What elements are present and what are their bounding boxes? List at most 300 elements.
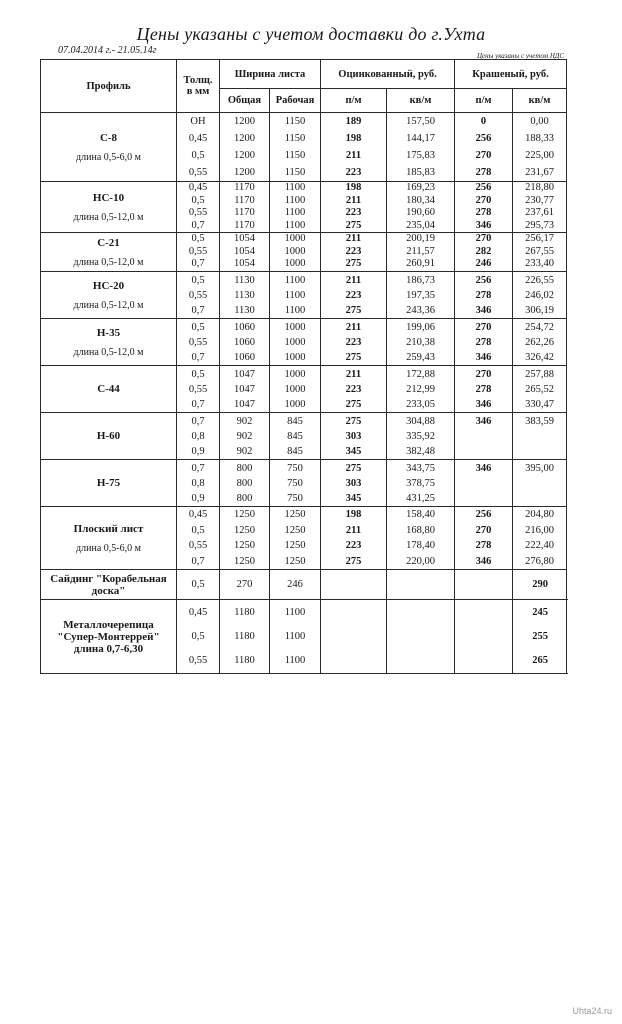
cell-value: 172,88 [406, 368, 435, 380]
cell-value: 1150 [284, 167, 306, 178]
profile-cell [41, 272, 177, 319]
cell-value: 0,7 [191, 351, 205, 363]
cell-value: 257,88 [525, 368, 554, 380]
cell-value: 1054 [234, 245, 255, 257]
painted-sqm-cell [513, 233, 567, 272]
cell-value: 1000 [284, 245, 306, 257]
galvanized-sqm-cell [387, 182, 455, 233]
cell-value: 1200 [234, 150, 255, 161]
cell-value: 1054 [234, 258, 255, 270]
cell-value: 0,7 [191, 415, 205, 427]
width-total-cell [220, 413, 270, 460]
profile-length: длина 0,5-6,0 м [76, 151, 141, 163]
profile-name: НС-20 [92, 279, 125, 292]
painted-sqm-cell [513, 319, 567, 366]
galvanized-sqm-cell [387, 272, 455, 319]
cell-value: 0,9 [191, 445, 205, 457]
header-galvanized: Оцинкованный, руб. [321, 60, 455, 89]
cell-value: 335,92 [406, 430, 435, 442]
cell-value: 0,5 [191, 321, 205, 333]
cell-value: 1100 [284, 630, 306, 642]
profile-length: длина 0,5-12,0 м [73, 211, 144, 223]
cell-value: 235,04 [406, 219, 435, 231]
cell-value: 270 [475, 524, 492, 536]
siding-width-working: 246 [270, 570, 321, 600]
profile-cell [41, 182, 177, 233]
cell-value: 1100 [284, 606, 306, 618]
vat-note: Цены указаны с учетом НДС [476, 52, 564, 60]
galvanized-sqm-cell [387, 366, 455, 413]
cell-value: 1100 [284, 194, 306, 206]
width-working-cell [270, 182, 321, 233]
siding-name: доска" [91, 584, 126, 597]
cell-value: 1000 [284, 351, 306, 363]
table-row [41, 460, 567, 507]
table-row-metal-tile [41, 600, 567, 674]
page-title: Цены указаны с учетом доставки до г.Ухта [136, 24, 486, 44]
cell-value: 395,00 [525, 462, 554, 474]
cell-value: 1000 [284, 321, 306, 333]
table-row [41, 413, 567, 460]
empty-cell [321, 600, 387, 674]
table-row [41, 272, 567, 319]
cell-value: 175,83 [406, 150, 435, 161]
metal-tile-name: длина 0,7-6,30 [73, 642, 144, 655]
cell-value: 0,55 [188, 245, 208, 257]
cell-value: 275 [345, 462, 362, 474]
price-table [40, 59, 567, 674]
profile-name: С-8 [99, 131, 118, 144]
table-row [41, 113, 567, 182]
cell-value: 1150 [284, 133, 306, 144]
cell-value: 198 [345, 182, 362, 193]
cell-value: 262,26 [525, 336, 554, 348]
siding-price: 290 [513, 570, 567, 600]
cell-value: 270 [475, 233, 492, 245]
cell-value: 278 [475, 207, 492, 218]
profile-name: Н-35 [96, 326, 121, 339]
width-total-cell [220, 460, 270, 507]
cell-value: 1000 [284, 233, 306, 245]
cell-value: 0,55 [188, 540, 208, 551]
cell-value: 246,02 [525, 289, 554, 301]
cell-value: 255 [532, 630, 549, 642]
cell-value: 0,45 [188, 509, 208, 520]
cell-value: 1100 [284, 654, 306, 666]
width-working-cell [270, 366, 321, 413]
cell-value: 260,91 [406, 258, 435, 270]
painted-pm-cell [455, 233, 513, 272]
cell-value: 211,57 [406, 245, 435, 257]
cell-value: 326,42 [525, 351, 554, 363]
galvanized-pm-cell [321, 366, 387, 413]
cell-value: 1047 [234, 368, 255, 380]
cell-value: 0,7 [191, 555, 205, 567]
thickness-cell [177, 600, 220, 674]
cell-value: 1180 [234, 606, 255, 618]
thickness-cell [177, 460, 220, 507]
siding-width-total: 270 [220, 570, 270, 600]
cell-value: 346 [475, 415, 492, 427]
cell-value: 204,80 [525, 509, 554, 520]
header-thickness [177, 60, 220, 113]
cell-value: 1100 [284, 304, 306, 316]
cell-value: 222,40 [525, 540, 554, 551]
cell-value: 223 [345, 540, 362, 551]
cell-value: 1000 [284, 383, 306, 395]
cell-value: 185,83 [406, 167, 435, 178]
cell-value: 1130 [234, 289, 255, 301]
cell-value: 180,34 [406, 194, 435, 206]
cell-value: 382,48 [406, 445, 435, 457]
cell-value: 1250 [234, 509, 255, 520]
profile-name: Н-60 [96, 430, 121, 442]
cell-value: 223 [345, 289, 362, 301]
cell-value [513, 491, 566, 506]
profile-name: С-44 [97, 383, 120, 395]
cell-value: 256 [475, 182, 492, 193]
galvanized-pm-cell [321, 413, 387, 460]
cell-value: 188,33 [525, 133, 554, 144]
painted-pm-cell [455, 460, 513, 507]
galvanized-pm-cell [321, 182, 387, 233]
cell-value: 800 [236, 462, 253, 474]
cell-value: 189 [345, 116, 362, 127]
cell-value: 1130 [234, 304, 255, 316]
cell-value: 0,45 [188, 182, 208, 193]
cell-value: 0,55 [188, 207, 208, 218]
table-row [41, 507, 567, 570]
thickness-cell [177, 507, 220, 570]
cell-value: 275 [345, 258, 362, 270]
profile-length: длина 0,5-12,0 м [73, 346, 144, 358]
cell-value: 346 [475, 462, 492, 474]
galvanized-sqm-cell [387, 413, 455, 460]
cell-value: 1250 [284, 540, 306, 551]
cell-value: 0,5 [191, 524, 205, 536]
thickness-cell [177, 182, 220, 233]
cell-value: 0,8 [191, 430, 205, 442]
profile-name: Н-75 [96, 477, 121, 489]
table-row [41, 182, 567, 233]
cell-value: 0,55 [188, 654, 208, 666]
cell-value: 278 [475, 383, 492, 395]
cell-value: 243,36 [406, 304, 435, 316]
metal-tile-price-cell [513, 600, 567, 674]
thickness-cell [177, 272, 220, 319]
table-row [41, 233, 567, 272]
cell-value: 168,80 [406, 524, 435, 536]
painted-pm-cell [455, 413, 513, 460]
cell-value: 270 [475, 368, 492, 380]
cell-value: 276,80 [525, 555, 554, 567]
painted-pm-cell [455, 182, 513, 233]
cell-value [455, 476, 512, 491]
cell-value: 259,43 [406, 351, 435, 363]
cell-value: 0,7 [191, 398, 205, 410]
width-working-cell [270, 507, 321, 570]
cell-value: 1170 [234, 207, 255, 218]
cell-value: 346 [475, 219, 492, 231]
cell-value: 223 [345, 336, 362, 348]
cell-value: 256 [475, 509, 492, 520]
cell-value: 169,23 [406, 182, 435, 193]
cell-value: 1047 [234, 383, 255, 395]
cell-value: 0,5 [191, 233, 205, 245]
cell-value: 1000 [284, 368, 306, 380]
cell-value: 1000 [284, 398, 306, 410]
thickness-cell [177, 366, 220, 413]
cell-value: 902 [236, 445, 253, 457]
thickness-cell [177, 233, 220, 272]
cell-value: 303 [345, 430, 362, 442]
cell-value: 0,8 [191, 477, 205, 489]
cell-value: 211 [345, 368, 362, 380]
cell-value: 0,9 [191, 492, 205, 504]
width-total-cell [220, 600, 270, 674]
painted-sqm-cell [513, 366, 567, 413]
cell-value: 1000 [284, 336, 306, 348]
table-row [41, 366, 567, 413]
cell-value: 0,45 [188, 606, 208, 618]
painted-sqm-cell [513, 460, 567, 507]
painted-pm-cell [455, 319, 513, 366]
profile-name: Плоский лист [73, 522, 144, 535]
galvanized-pm-cell [321, 460, 387, 507]
width-working-cell [270, 460, 321, 507]
cell-value: 186,73 [406, 274, 435, 286]
profile-name: НС-10 [92, 191, 125, 204]
cell-value: 1200 [234, 116, 255, 127]
cell-value: 211 [345, 274, 362, 286]
painted-sqm-cell [513, 413, 567, 460]
cell-value: 0,5 [191, 194, 205, 206]
cell-value: 303 [345, 477, 362, 489]
cell-value: 223 [345, 207, 362, 218]
width-total-cell [220, 366, 270, 413]
cell-value: 845 [287, 430, 303, 442]
metal-tile-name-cell [41, 600, 177, 674]
cell-value [513, 476, 566, 491]
cell-value: 200,19 [406, 233, 435, 245]
cell-value: 211 [345, 524, 362, 536]
cell-value: 750 [287, 492, 303, 504]
cell-value: 1180 [234, 654, 255, 666]
cell-value: 345 [345, 492, 362, 504]
cell-value: 1250 [234, 524, 255, 536]
galvanized-pm-cell [321, 507, 387, 570]
cell-value: 275 [345, 555, 362, 567]
cell-value [455, 429, 512, 444]
cell-value: 275 [345, 398, 362, 410]
cell-value: 1170 [234, 219, 255, 231]
empty-cell [387, 570, 455, 600]
width-working-cell [270, 600, 321, 674]
cell-value: 0,7 [191, 462, 205, 474]
header-profile: Профиль [41, 60, 177, 113]
cell-value: 0,55 [188, 336, 208, 348]
cell-value: 211 [345, 150, 362, 161]
header-painted: Крашеный, руб. [455, 60, 567, 89]
cell-value: 1100 [284, 207, 306, 218]
cell-value: 1054 [234, 233, 255, 245]
cell-value: 1150 [284, 116, 306, 127]
profile-length: длина 0,5-6,0 м [76, 542, 141, 554]
cell-value: 1250 [284, 524, 306, 536]
profile-length: длина 0,5-12,0 м [73, 299, 144, 311]
cell-value: 278 [475, 336, 492, 348]
cell-value: 1100 [284, 289, 306, 301]
cell-value: 1047 [234, 398, 255, 410]
galvanized-pm-cell [321, 113, 387, 182]
cell-value: 0,5 [191, 630, 205, 642]
cell-value: 278 [475, 540, 492, 551]
metal-tile-name: Металлочерепица [63, 618, 154, 631]
cell-value [455, 491, 512, 506]
cell-value: 383,59 [525, 415, 554, 427]
cell-value: 230,77 [525, 194, 554, 206]
width-working-cell [270, 413, 321, 460]
width-total-cell [220, 507, 270, 570]
cell-value: ОН [190, 116, 206, 127]
galvanized-pm-cell [321, 319, 387, 366]
cell-value: 226,55 [525, 274, 554, 286]
date-range: 07.04.2014 г.- 21.05.14г [58, 45, 157, 56]
width-total-cell [220, 319, 270, 366]
painted-sqm-cell [513, 507, 567, 570]
cell-value: 345 [345, 445, 362, 457]
cell-value: 158,40 [406, 509, 435, 520]
cell-value: 306,19 [525, 304, 554, 316]
painted-sqm-cell [513, 272, 567, 319]
cell-value: 275 [345, 304, 362, 316]
cell-value: 223 [345, 383, 362, 395]
cell-value: 233,05 [406, 398, 435, 410]
cell-value: 211 [345, 194, 362, 206]
cell-value: 267,55 [525, 245, 554, 257]
header-galvanized-sqm: кв/м [387, 89, 455, 113]
width-total-cell [220, 233, 270, 272]
cell-value: 223 [345, 167, 362, 178]
cell-value: 0,7 [191, 304, 205, 316]
header-painted-pm: п/м [455, 89, 513, 113]
price-table-body [41, 113, 567, 674]
cell-value: 1100 [284, 182, 306, 193]
header-width-total: Общая [220, 89, 270, 113]
cell-value: 216,00 [525, 524, 554, 536]
width-working-cell [270, 113, 321, 182]
cell-value: 256 [475, 274, 492, 286]
siding-name-cell [41, 570, 177, 600]
profile-name: С-21 [97, 236, 120, 249]
table-row-siding [41, 570, 567, 600]
cell-value: 1060 [234, 321, 255, 333]
cell-value: 157,50 [406, 116, 435, 127]
cell-value: 295,73 [525, 219, 554, 231]
cell-value: 0 [480, 116, 487, 127]
cell-value: 270 [475, 194, 492, 206]
cell-value: 0,7 [191, 258, 205, 270]
profile-cell [41, 460, 177, 507]
header-thickness-line2: в мм [186, 86, 210, 97]
cell-value: 1100 [284, 219, 306, 231]
cell-value: 343,75 [406, 462, 435, 474]
thickness-cell [177, 413, 220, 460]
cell-value: 275 [345, 351, 362, 363]
cell-value: 225,00 [525, 150, 554, 161]
cell-value: 800 [236, 492, 253, 504]
siding-name: Сайдинг "Корабельная [50, 572, 167, 585]
siding-thickness: 0,5 [177, 570, 220, 600]
cell-value: 254,72 [525, 321, 554, 333]
width-working-cell [270, 272, 321, 319]
profile-cell [41, 319, 177, 366]
painted-pm-cell [455, 507, 513, 570]
cell-value: 1200 [234, 167, 255, 178]
cell-value: 330,47 [525, 398, 554, 410]
galvanized-sqm-cell [387, 507, 455, 570]
cell-value: 199,06 [406, 321, 435, 333]
header-painted-sqm: кв/м [513, 89, 567, 113]
cell-value: 346 [475, 351, 492, 363]
cell-value: 237,61 [525, 207, 554, 218]
cell-value: 0,55 [188, 167, 208, 178]
cell-value: 211 [345, 233, 362, 245]
watermark: Uhta24.ru [572, 1006, 612, 1016]
cell-value: 1170 [234, 194, 255, 206]
cell-value: 275 [345, 219, 362, 231]
galvanized-pm-cell [321, 272, 387, 319]
painted-pm-cell [455, 272, 513, 319]
header-width: Ширина листа [220, 60, 321, 89]
cell-value [455, 444, 512, 459]
cell-value: 278 [475, 167, 492, 178]
profile-cell [41, 113, 177, 182]
galvanized-pm-cell [321, 233, 387, 272]
cell-value: 0,55 [188, 383, 208, 395]
cell-value: 245 [532, 606, 549, 618]
cell-value: 902 [236, 415, 253, 427]
profile-cell [41, 366, 177, 413]
cell-value: 0,5 [191, 368, 205, 380]
cell-value: 800 [236, 477, 253, 489]
cell-value: 1250 [234, 555, 255, 567]
painted-sqm-cell [513, 113, 567, 182]
cell-value: 282 [475, 245, 492, 257]
cell-value: 845 [287, 445, 303, 457]
metal-tile-name: "Супер-Монтеррей" [57, 630, 160, 643]
cell-value: 198 [345, 509, 362, 520]
cell-value: 246 [475, 258, 492, 270]
cell-value: 212,99 [406, 383, 435, 395]
cell-value: 218,80 [525, 182, 554, 193]
cell-value: 0,5 [191, 150, 205, 161]
width-total-cell [220, 113, 270, 182]
empty-cell [387, 600, 455, 674]
cell-value: 1000 [284, 258, 306, 270]
cell-value: 270 [475, 321, 492, 333]
cell-value: 1130 [234, 274, 255, 286]
cell-value [513, 429, 566, 444]
width-total-cell [220, 272, 270, 319]
cell-value: 270 [475, 150, 492, 161]
table-row [41, 319, 567, 366]
cell-value: 278 [475, 289, 492, 301]
cell-value: 346 [475, 304, 492, 316]
cell-value: 256 [475, 133, 492, 144]
header-galvanized-pm: п/м [321, 89, 387, 113]
cell-value: 223 [345, 245, 362, 257]
